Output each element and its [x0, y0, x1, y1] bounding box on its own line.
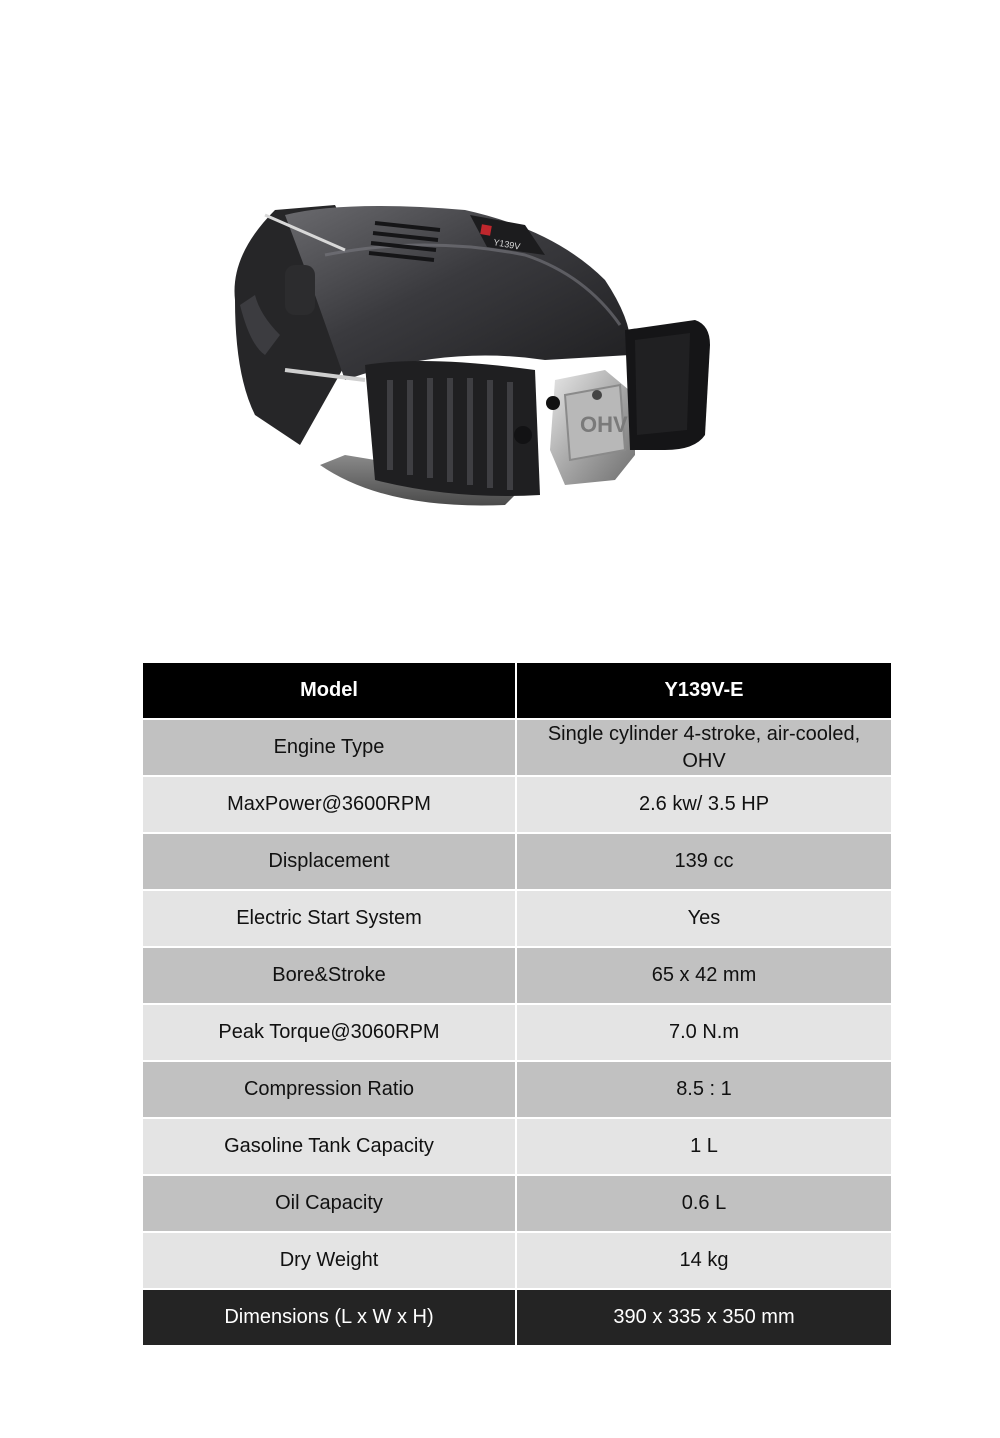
table-row [143, 1232, 891, 1289]
table-row [143, 719, 891, 776]
table-footer-row [143, 1289, 891, 1345]
svg-text:Y139V: Y139V [492, 237, 522, 252]
spec-value: 2.6 kw/ 3.5 HP [516, 776, 891, 833]
footer-label-cell: Dimensions (L x W x H) [143, 1289, 516, 1345]
spec-value: Single cylinder 4-stroke, air-cooled, OHV [516, 719, 891, 776]
spec-value: 0.6 L [516, 1175, 891, 1232]
spec-label: Displacement [143, 833, 516, 890]
spec-label: Oil Capacity [143, 1175, 516, 1232]
spec-label: MaxPower@3600RPM [143, 776, 516, 833]
table-header-row [143, 663, 891, 719]
spec-label: Gasoline Tank Capacity [143, 1118, 516, 1175]
spec-value: 8.5 : 1 [516, 1061, 891, 1118]
specification-table [143, 663, 891, 1345]
spec-label: Compression Ratio [143, 1061, 516, 1118]
table-row [143, 1061, 891, 1118]
svg-text:OHV: OHV [580, 412, 628, 437]
spec-value: Yes [516, 890, 891, 947]
spec-value: 7.0 N.m [516, 1004, 891, 1061]
table-row [143, 776, 891, 833]
engine-product-image [225, 195, 725, 525]
table-row [143, 890, 891, 947]
spec-value: 139 cc [516, 833, 891, 890]
footer-value-cell: 390 x 335 x 350 mm [516, 1289, 891, 1345]
engine-illustration [225, 195, 725, 525]
spec-value: 14 kg [516, 1232, 891, 1289]
spec-label: Bore&Stroke [143, 947, 516, 1004]
spec-label: Dry Weight [143, 1232, 516, 1289]
table-row [143, 1118, 891, 1175]
header-label-cell: Model [143, 663, 516, 719]
table-row [143, 833, 891, 890]
table-row [143, 1004, 891, 1061]
spec-value: 1 L [516, 1118, 891, 1175]
table-row [143, 947, 891, 1004]
spec-label: Electric Start System [143, 890, 516, 947]
spec-label: Peak Torque@3060RPM [143, 1004, 516, 1061]
spec-value: 65 x 42 mm [516, 947, 891, 1004]
spec-label: Engine Type [143, 719, 516, 776]
table-row [143, 1175, 891, 1232]
header-value-cell: Y139V-E [516, 663, 891, 719]
